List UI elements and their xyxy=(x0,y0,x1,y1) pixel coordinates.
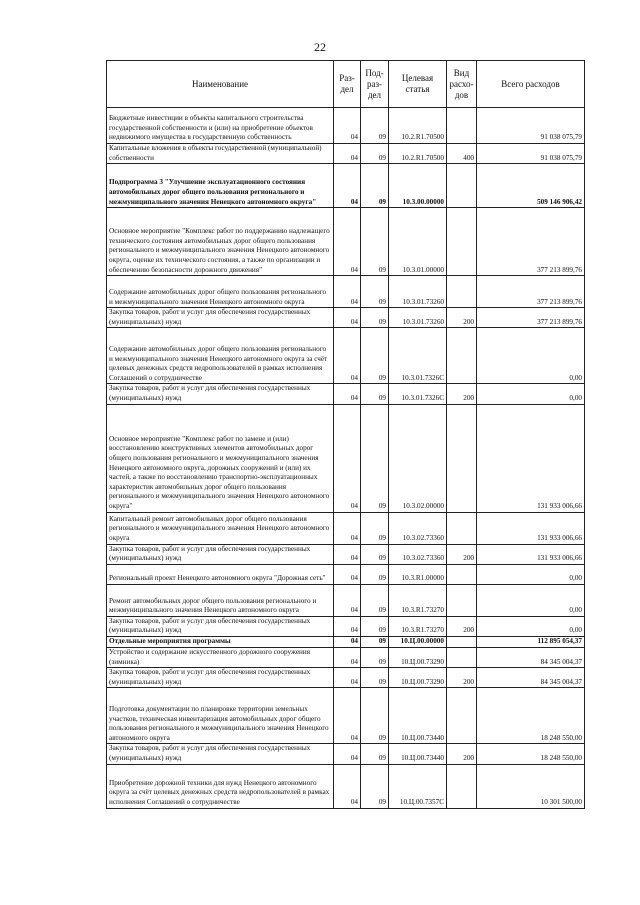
table-row xyxy=(107,512,585,544)
header-name: Наименование xyxy=(107,61,334,108)
table-row xyxy=(107,208,585,276)
table-row xyxy=(107,636,585,647)
cell-name: Закупка товаров, работ и услуг для обеспечения государственных (муниципальных) нужд xyxy=(107,384,334,404)
cell-expense-type xyxy=(447,564,477,584)
table-row xyxy=(107,564,585,584)
table-body xyxy=(107,108,585,809)
cell-total: 84 345 004,37 xyxy=(477,647,585,667)
cell-total: 0,00 xyxy=(477,564,585,584)
cell-section: 04 xyxy=(334,164,361,208)
cell-target: 10.Ц.00.00000 xyxy=(389,636,447,647)
cell-total: 10 301 500,00 xyxy=(477,764,585,808)
cell-expense-type: 400 xyxy=(447,144,477,164)
cell-total: 0,00 xyxy=(477,584,585,616)
cell-total: 377 213 899,76 xyxy=(477,208,585,276)
budget-table xyxy=(106,60,585,809)
cell-section: 04 xyxy=(334,764,361,808)
cell-subsection: 09 xyxy=(361,668,389,688)
cell-section: 04 xyxy=(334,144,361,164)
cell-total: 377 213 899,76 xyxy=(477,276,585,308)
cell-total: 91 038 075,79 xyxy=(477,108,585,144)
table-row xyxy=(107,164,585,208)
cell-subsection: 09 xyxy=(361,404,389,512)
cell-section: 04 xyxy=(334,564,361,584)
cell-name: Капитальный ремонт автомобильных дорог общего пользования регионального и межмуниципального значения Ненецкого автономного округа xyxy=(107,512,334,544)
cell-subsection: 09 xyxy=(361,512,389,544)
cell-name: Содержание автомобильных дорог общего пользования регионального и межмуниципального значения Ненецкого автономного округа за счёт целевых денежных средств недропользователей в рамках исполнения Соглашений о сотрудничестве xyxy=(107,328,334,384)
cell-total: 0,00 xyxy=(477,384,585,404)
cell-subsection: 09 xyxy=(361,647,389,667)
cell-section: 04 xyxy=(334,688,361,744)
cell-expense-type xyxy=(447,276,477,308)
cell-expense-type xyxy=(447,164,477,208)
cell-subsection: 09 xyxy=(361,328,389,384)
cell-target: 10.Ц.00.73440 xyxy=(389,688,447,744)
cell-name: Подготовка документации по планировке территории земельных участков, техническая инвентаризация автомобильных дорог общего пользования регионального и межмуниципального значения Ненецкого автономного округа xyxy=(107,688,334,744)
cell-total: 18 248 550,00 xyxy=(477,744,585,764)
cell-target: 10.Ц.00.7357С xyxy=(389,764,447,808)
table-row xyxy=(107,404,585,512)
cell-expense-type xyxy=(447,208,477,276)
cell-subsection: 09 xyxy=(361,688,389,744)
cell-expense-type xyxy=(447,636,477,647)
cell-subsection: 09 xyxy=(361,108,389,144)
cell-expense-type: 200 xyxy=(447,616,477,636)
cell-target: 10.3.R1.73270 xyxy=(389,616,447,636)
cell-name: Подпрограмма 3 "Улучшение эксплуатационного состояния автомобильных дорог общего пользования регионального и межмуниципального значения Ненецкого автономного округа" xyxy=(107,164,334,208)
cell-total: 131 933 006,66 xyxy=(477,544,585,564)
table-row xyxy=(107,108,585,144)
cell-target: 10.3.02.73360 xyxy=(389,544,447,564)
cell-expense-type xyxy=(447,647,477,667)
header-section: Раз- дел xyxy=(334,61,361,108)
cell-name: Основное мероприятие "Комплекс работ по замене и (или) восстановлению конструктивных элементов автомобильных дорог общего пользования регионального и межмуниципального значения Ненецкого автономного округа, дорожных сооружений и (или) их частей, а также по восстановлению транспортно-эксплуатационных характеристик автомобильных дорог общего пользования регионального и межмуниципального значения Ненецкого автономного округа" xyxy=(107,404,334,512)
cell-expense-type: 200 xyxy=(447,744,477,764)
cell-expense-type xyxy=(447,512,477,544)
cell-target: 10.2.R1.70500 xyxy=(389,144,447,164)
cell-section: 04 xyxy=(334,328,361,384)
cell-target: 10.Ц.00.73290 xyxy=(389,668,447,688)
cell-subsection: 09 xyxy=(361,384,389,404)
cell-expense-type xyxy=(447,328,477,384)
cell-section: 04 xyxy=(334,108,361,144)
header-expense-type: Вид расхо- дов xyxy=(447,61,477,108)
table-row xyxy=(107,584,585,616)
cell-section: 04 xyxy=(334,404,361,512)
cell-expense-type: 200 xyxy=(447,308,477,328)
cell-target: 10.3.01.00000 xyxy=(389,208,447,276)
cell-section: 04 xyxy=(334,384,361,404)
cell-subsection: 09 xyxy=(361,544,389,564)
cell-subsection: 09 xyxy=(361,208,389,276)
cell-target: 10.3.01.73260 xyxy=(389,276,447,308)
cell-subsection: 09 xyxy=(361,584,389,616)
cell-target: 10.3.00.00000 xyxy=(389,164,447,208)
cell-target: 10.3.01.7326С xyxy=(389,384,447,404)
cell-target: 10.3.02.73360 xyxy=(389,512,447,544)
table-header-row xyxy=(107,61,585,108)
table-row xyxy=(107,144,585,164)
cell-section: 04 xyxy=(334,744,361,764)
cell-target: 10.3.01.73260 xyxy=(389,308,447,328)
cell-total: 0,00 xyxy=(477,328,585,384)
cell-subsection: 09 xyxy=(361,144,389,164)
cell-total: 509 146 906,42 xyxy=(477,164,585,208)
cell-subsection: 09 xyxy=(361,744,389,764)
cell-target: 10.3.R1.73270 xyxy=(389,584,447,616)
table-row xyxy=(107,744,585,764)
table-row xyxy=(107,688,585,744)
table-row xyxy=(107,616,585,636)
cell-expense-type xyxy=(447,688,477,744)
cell-expense-type: 200 xyxy=(447,544,477,564)
cell-name: Устройство и содержание искусственного дорожного сооружения (зимника) xyxy=(107,647,334,667)
cell-name: Закупка товаров, работ и услуг для обеспечения государственных (муниципальных) нужд xyxy=(107,544,334,564)
cell-expense-type xyxy=(447,764,477,808)
table-row xyxy=(107,276,585,308)
cell-target: 10.Ц.00.73440 xyxy=(389,744,447,764)
cell-section: 04 xyxy=(334,512,361,544)
cell-name: Ремонт автомобильных дорог общего пользования регионального и межмуниципального значения Ненецкого автономного округа xyxy=(107,584,334,616)
cell-expense-type xyxy=(447,108,477,144)
cell-name: Закупка товаров, работ и услуг для обеспечения государственных (муниципальных) нужд xyxy=(107,616,334,636)
header-total: Всего расходов xyxy=(477,61,585,108)
table-row xyxy=(107,668,585,688)
cell-section: 04 xyxy=(334,647,361,667)
cell-section: 04 xyxy=(334,308,361,328)
cell-name: Отдельные мероприятия программы xyxy=(107,636,334,647)
table-row xyxy=(107,328,585,384)
cell-subsection: 09 xyxy=(361,616,389,636)
cell-name: Закупка товаров, работ и услуг для обеспечения государственных (муниципальных) нужд xyxy=(107,744,334,764)
cell-section: 04 xyxy=(334,584,361,616)
cell-subsection: 09 xyxy=(361,636,389,647)
header-subsection: Под- раз- дел xyxy=(361,61,389,108)
cell-name: Закупка товаров, работ и услуг для обеспечения государственных (муниципальных) нужд xyxy=(107,668,334,688)
cell-total: 112 895 054,37 xyxy=(477,636,585,647)
cell-expense-type: 200 xyxy=(447,384,477,404)
table-row xyxy=(107,764,585,808)
cell-section: 04 xyxy=(334,544,361,564)
cell-name: Основное мероприятие "Комплекс работ по поддержанию надлежащего технического состояния автомобильных дорог общего пользования регионального и межмуниципального значения Ненецкого автономного округа, оценке их технического состояния, а также по организации и обеспечению безопасности дорожного движения" xyxy=(107,208,334,276)
cell-name: Содержание автомобильных дорог общего пользования регионального и межмуниципального значения Ненецкого автономного округа xyxy=(107,276,334,308)
cell-total: 377 213 899,76 xyxy=(477,308,585,328)
cell-section: 04 xyxy=(334,668,361,688)
cell-section: 04 xyxy=(334,276,361,308)
cell-target: 10.Ц.00.73290 xyxy=(389,647,447,667)
cell-name: Бюджетные инвестиции в объекты капитального строительства государственной собственности и (или) на приобретение объектов недвижимого имущества в государственную собственность xyxy=(107,108,334,144)
table-row xyxy=(107,544,585,564)
table-row xyxy=(107,308,585,328)
cell-subsection: 09 xyxy=(361,276,389,308)
cell-name: Региональный проект Ненецкого автономного округа "Дорожная сеть" xyxy=(107,564,334,584)
cell-total: 131 933 006,66 xyxy=(477,404,585,512)
page-number: 22 xyxy=(314,40,326,54)
cell-target: 10.3.01.7326С xyxy=(389,328,447,384)
cell-total: 91 038 075,79 xyxy=(477,144,585,164)
cell-total: 0,00 xyxy=(477,616,585,636)
cell-name: Приобретение дорожной техники для нужд Ненецкого автономного округа за счёт целевых денежных средств недропользователей в рамках исполнения Соглашений о сотрудничестве xyxy=(107,764,334,808)
cell-target: 10.3.02.00000 xyxy=(389,404,447,512)
cell-total: 84 345 004,37 xyxy=(477,668,585,688)
table-row xyxy=(107,384,585,404)
cell-name: Капитальные вложения в объекты государственной (муниципальной) собственности xyxy=(107,144,334,164)
cell-total: 18 248 550,00 xyxy=(477,688,585,744)
cell-expense-type: 200 xyxy=(447,668,477,688)
table-row xyxy=(107,647,585,667)
cell-subsection: 09 xyxy=(361,308,389,328)
cell-target: 10.2.R1.70500 xyxy=(389,108,447,144)
header-target: Целевая статья xyxy=(389,61,447,108)
cell-expense-type xyxy=(447,584,477,616)
cell-name: Закупка товаров, работ и услуг для обеспечения государственных (муниципальных) нужд xyxy=(107,308,334,328)
cell-total: 131 933 006,66 xyxy=(477,512,585,544)
cell-section: 04 xyxy=(334,636,361,647)
cell-subsection: 09 xyxy=(361,764,389,808)
cell-expense-type xyxy=(447,404,477,512)
cell-section: 04 xyxy=(334,208,361,276)
cell-subsection: 09 xyxy=(361,564,389,584)
cell-target: 10.3.R1.00000 xyxy=(389,564,447,584)
cell-section: 04 xyxy=(334,616,361,636)
cell-subsection: 09 xyxy=(361,164,389,208)
